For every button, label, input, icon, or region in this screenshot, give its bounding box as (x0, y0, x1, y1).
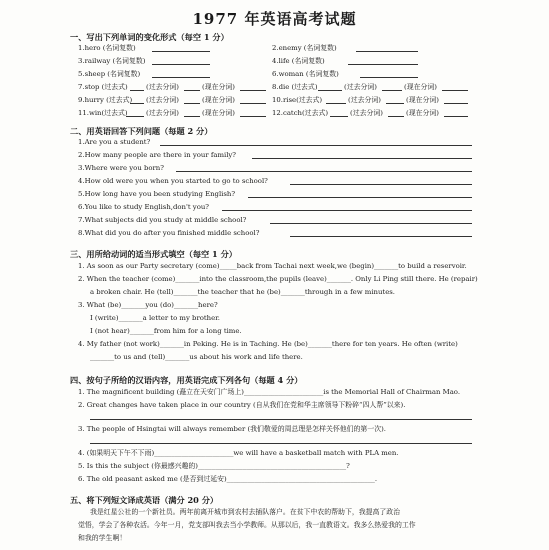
s1-answer-blank[interactable] (240, 90, 266, 91)
s1-answer-blank[interactable] (444, 116, 468, 117)
section-4-heading: 四、按句子所给的汉语内容，用英语完成下列各句（每题 4 分） (70, 375, 303, 385)
s1-item-11-ing: (现在分词) (202, 109, 235, 117)
s1-item-9: 9.hurry (过去式) (78, 96, 133, 104)
section-2-heading: 二、用英语回答下列问题（每题 2 分） (70, 126, 213, 136)
s1-answer-blank[interactable] (240, 103, 266, 104)
s1-item-12-pp: (过去分词) (350, 109, 383, 117)
s1-item-1: 1.hero (名词复数) (78, 44, 136, 52)
s1-answer-blank[interactable] (356, 51, 418, 52)
s3-line-4: 3. What (be)_______you (do)_______here? (78, 301, 218, 309)
s1-item-5: 5.sheep (名词复数) (78, 70, 141, 78)
s1-answer-blank[interactable] (152, 64, 210, 65)
s2-answer-line[interactable] (176, 171, 472, 172)
s4-line-1: 1. The magnificent building (矗立在天安门广场上)_______________________is the Memorial Hall of Chairman Mao. (78, 388, 461, 396)
s1-answer-blank[interactable] (184, 90, 200, 91)
s4-answer-line[interactable] (90, 443, 472, 444)
s1-answer-blank[interactable] (382, 90, 402, 91)
s2-answer-line[interactable] (252, 158, 472, 159)
s1-item-9-pp: (过去分词) (146, 96, 179, 104)
s1-item-10-pp: (过去分词) (348, 96, 381, 104)
s2-question-2: 2.How many people are there in your family? (78, 151, 237, 159)
s2-answer-line[interactable] (290, 184, 472, 185)
s2-question-3: 3.Where were you born? (78, 164, 164, 172)
s4-line-2: 2. Great changes have taken place in our country (自从我们在党和华主席领导下粉碎“四人帮”以来). (78, 401, 406, 409)
s2-question-5: 5.How long have you been studying English? (78, 190, 236, 198)
s1-answer-blank[interactable] (152, 51, 210, 52)
s5-paragraph-line-2: 觉悟，学会了各种农活。今年一月，党支部叫我去当小学教师。从那以后，我一直教语文。我多么热爱我的工作 (78, 521, 416, 529)
s4-answer-line[interactable] (90, 419, 472, 420)
s2-question-6: 6.You like to study English,don't you? (78, 203, 209, 211)
s3-line-8: _______to us and (tell)_______us about his work and life there. (90, 353, 303, 361)
s3-line-7: 4. My father (not work)_______in Peking. He is in Taching. He (be)_______there for ten years. He often (write) (78, 340, 458, 348)
s2-answer-line[interactable] (248, 197, 472, 198)
s1-item-3: 3.railway (名词复数) (78, 57, 146, 65)
s2-question-7: 7.What subjects did you study at middle school? (78, 216, 247, 224)
page-title: 1977 年英语高考试题 (192, 10, 357, 28)
s1-answer-blank[interactable] (388, 116, 404, 117)
s3-line-6: I (not hear)_______from him for a long time. (90, 327, 242, 335)
s3-line-5: I (write)_______a letter to my brother. (90, 314, 220, 322)
s2-answer-line[interactable] (222, 210, 472, 211)
s3-line-3: a broken chair. He (tell)_______the teacher that he (be)_______through in a few minutes. (90, 288, 395, 296)
s1-item-10-ing: (现在分词) (406, 96, 439, 104)
s1-answer-blank[interactable] (326, 103, 346, 104)
s1-item-11-pp: (过去分词) (146, 109, 179, 117)
s1-item-6: 6.woman (名词复数) (272, 70, 339, 78)
s1-item-8-ing: (现在分词) (404, 83, 437, 91)
s1-item-4: 4.life (名词复数) (272, 57, 325, 65)
s1-item-11: 11.win(过去式) (78, 109, 128, 117)
section-5-heading: 五、将下列短文译成英语（满分 20 分） (70, 495, 219, 505)
s4-line-4: 4. (如果明天下午不下雨)_______________________we will have a basketball match with PLA men. (78, 449, 399, 457)
s2-question-4: 4.How old were you when you started to go to school? (78, 177, 268, 185)
s5-paragraph-line-3: 和我的学生啊！ (78, 534, 127, 542)
s3-line-2: 2. When the teacher (come)_______into the classroom,the pupils (leave)_______. Only Li Ping still there. He (repair) (78, 275, 478, 283)
s1-answer-blank[interactable] (130, 90, 144, 91)
s1-answer-blank[interactable] (184, 116, 200, 117)
s1-answer-blank[interactable] (152, 77, 210, 78)
s1-item-7: 7.stop (过去式) (78, 83, 128, 91)
s2-answer-line[interactable] (160, 145, 472, 146)
s1-answer-blank[interactable] (444, 103, 468, 104)
s1-item-9-ing: (现在分词) (202, 96, 235, 104)
s1-item-8: 8.die (过去式) (272, 83, 318, 91)
s1-item-10: 10.rise(过去式) (272, 96, 323, 104)
s1-answer-blank[interactable] (330, 116, 348, 117)
s4-line-6: 6. The old peasant asked me (是否到过延安)___________________________________________. (78, 475, 378, 483)
s1-answer-blank[interactable] (184, 103, 200, 104)
s2-answer-line[interactable] (270, 223, 472, 224)
s1-answer-blank[interactable] (386, 103, 404, 104)
s2-answer-line[interactable] (290, 236, 472, 237)
s1-item-12: 12.catch(过去式) (272, 109, 329, 117)
s1-answer-blank[interactable] (348, 64, 418, 65)
s3-line-1: 1. As soon as our Party secretary (come)_____back from Tachai next week,we (begin)_______to build a reservoir. (78, 262, 467, 270)
s1-item-8-pp: (过去分词) (344, 83, 377, 91)
s1-answer-blank[interactable] (318, 90, 342, 91)
s4-line-5: 5. Is this the subject (你最感兴趣的)___________________________________________? (78, 462, 350, 470)
s1-answer-blank[interactable] (360, 77, 418, 78)
s1-item-12-ing: (现在分词) (406, 109, 439, 117)
section-3-heading: 三、用所给动词的适当形式填空（每空 1 分） (70, 249, 237, 259)
s1-answer-blank[interactable] (130, 103, 144, 104)
s1-answer-blank[interactable] (240, 116, 266, 117)
s1-answer-blank[interactable] (442, 90, 468, 91)
s5-paragraph-line-1: 我是红星公社的一个新社员。两年前离开城市到农村去插队落户。在贫下中农的帮助下，我提高了政治 (90, 508, 401, 516)
s2-question-1: 1.Are you a student? (78, 138, 151, 146)
s4-line-3: 3. The people of Hsingtai will always remember (我们敬爱的周总理是怎样关怀他们的第一次). (78, 425, 386, 433)
s1-item-7-pp: (过去分词) (146, 83, 179, 91)
s1-item-7-ing: (现在分词) (202, 83, 235, 91)
section-1-heading: 一、写出下列单词的变化形式（每空 1 分） (70, 32, 229, 42)
s1-item-2: 2.enemy (名词复数) (272, 44, 337, 52)
s2-question-8: 8.What did you do after you finished middle school? (78, 229, 260, 237)
s1-answer-blank[interactable] (126, 116, 144, 117)
